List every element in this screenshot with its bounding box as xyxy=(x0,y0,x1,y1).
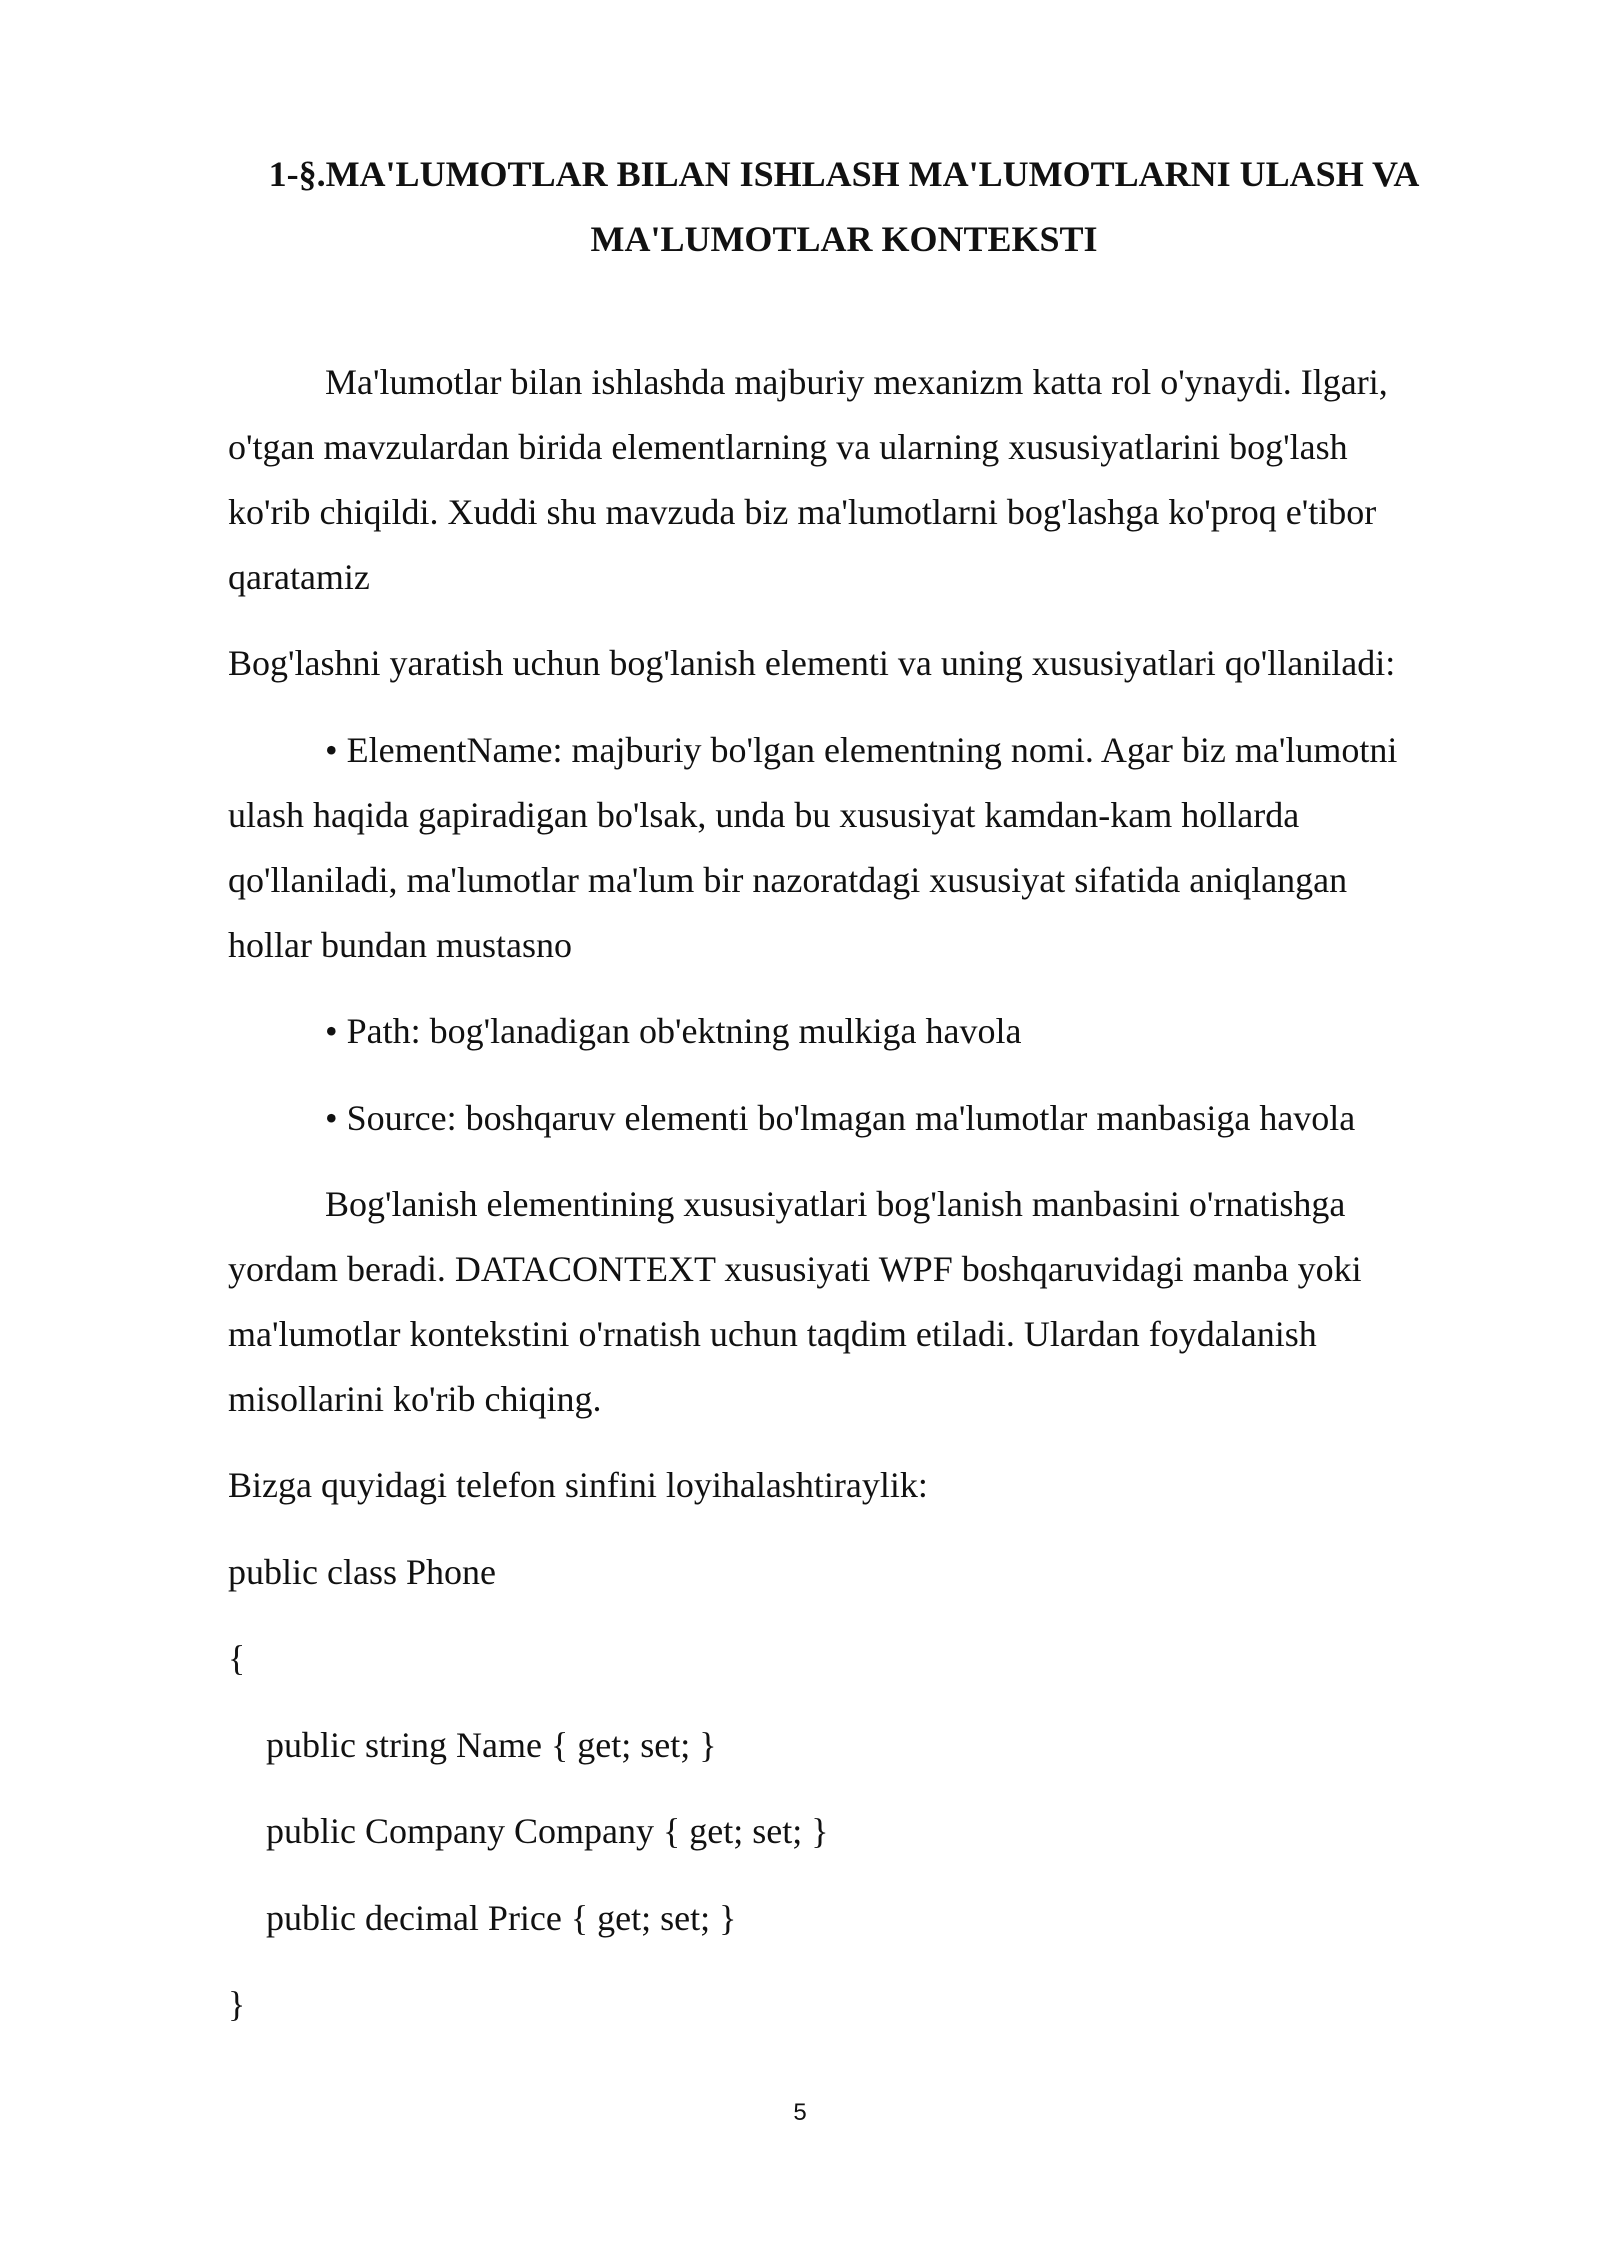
page-number: 5 xyxy=(793,2099,807,2126)
paragraph-phone-intro: Bizga quyidagi telefon sinfini loyihalashtiraylik: xyxy=(228,1465,928,1505)
code-line: public class Phone xyxy=(228,1552,496,1592)
code-line: public decimal Price { get; set; } xyxy=(266,1898,737,1938)
paragraph-line: Bog'lanish elementining xususiyatlari bog'lanish manbasini o'rnatishga xyxy=(325,1184,1346,1224)
paragraph-binding-intro: Bog'lashni yaratish uchun bog'lanish elementi va uning xususiyatlari qo'llaniladi: xyxy=(228,643,1396,683)
code-line: { xyxy=(228,1638,246,1678)
bullet-line: ulash haqida gapiradigan bo'lsak, unda bu xususiyat kamdan-kam hollarda xyxy=(228,795,1300,835)
bullet-source: • Source: boshqaruv elementi bo'lmagan ma'lumotlar manbasiga havola xyxy=(325,1098,1356,1138)
code-line: } xyxy=(228,1984,246,2024)
bullet-path: • Path: bog'lanadigan ob'ektning mulkiga havola xyxy=(325,1011,1022,1051)
bullet-line: hollar bundan mustasno xyxy=(228,925,572,965)
paragraph-line: ko'rib chiqildi. Xuddi shu mavzuda biz ma'lumotlarni bog'lashga ko'proq e'tibor xyxy=(228,492,1377,532)
paragraph-line: ma'lumotlar kontekstini o'rnatish uchun taqdim etiladi. Ulardan foydalanish xyxy=(228,1314,1317,1354)
heading-line-2: MA'LUMOTLAR KONTEKSTI xyxy=(590,219,1098,259)
code-line: public string Name { get; set; } xyxy=(266,1725,717,1765)
heading-line-1: 1-§.MA'LUMOTLAR BILAN ISHLASH MA'LUMOTLARNI ULASH VA xyxy=(268,154,1420,194)
paragraph-line: o'tgan mavzulardan birida elementlarning va ularning xususiyatlarini bog'lash xyxy=(228,427,1348,467)
paragraph-line: yordam beradi. DATACONTEXT xususiyati WPF boshqaruvidagi manba yoki xyxy=(228,1249,1362,1289)
bullet-line: qo'llaniladi, ma'lumotlar ma'lum bir nazoratdagi xususiyat sifatida aniqlangan xyxy=(228,860,1348,900)
bullet-line: • ElementName: majburiy bo'lgan elementning nomi. Agar biz ma'lumotni xyxy=(325,730,1398,770)
code-line: public Company Company { get; set; } xyxy=(266,1811,829,1851)
paragraph-line: Ma'lumotlar bilan ishlashda majburiy mexanizm katta rol o'ynaydi. Ilgari, xyxy=(325,362,1388,402)
paragraph-line: qaratamiz xyxy=(228,557,370,597)
paragraph-line: misollarini ko'rib chiqing. xyxy=(228,1379,602,1419)
